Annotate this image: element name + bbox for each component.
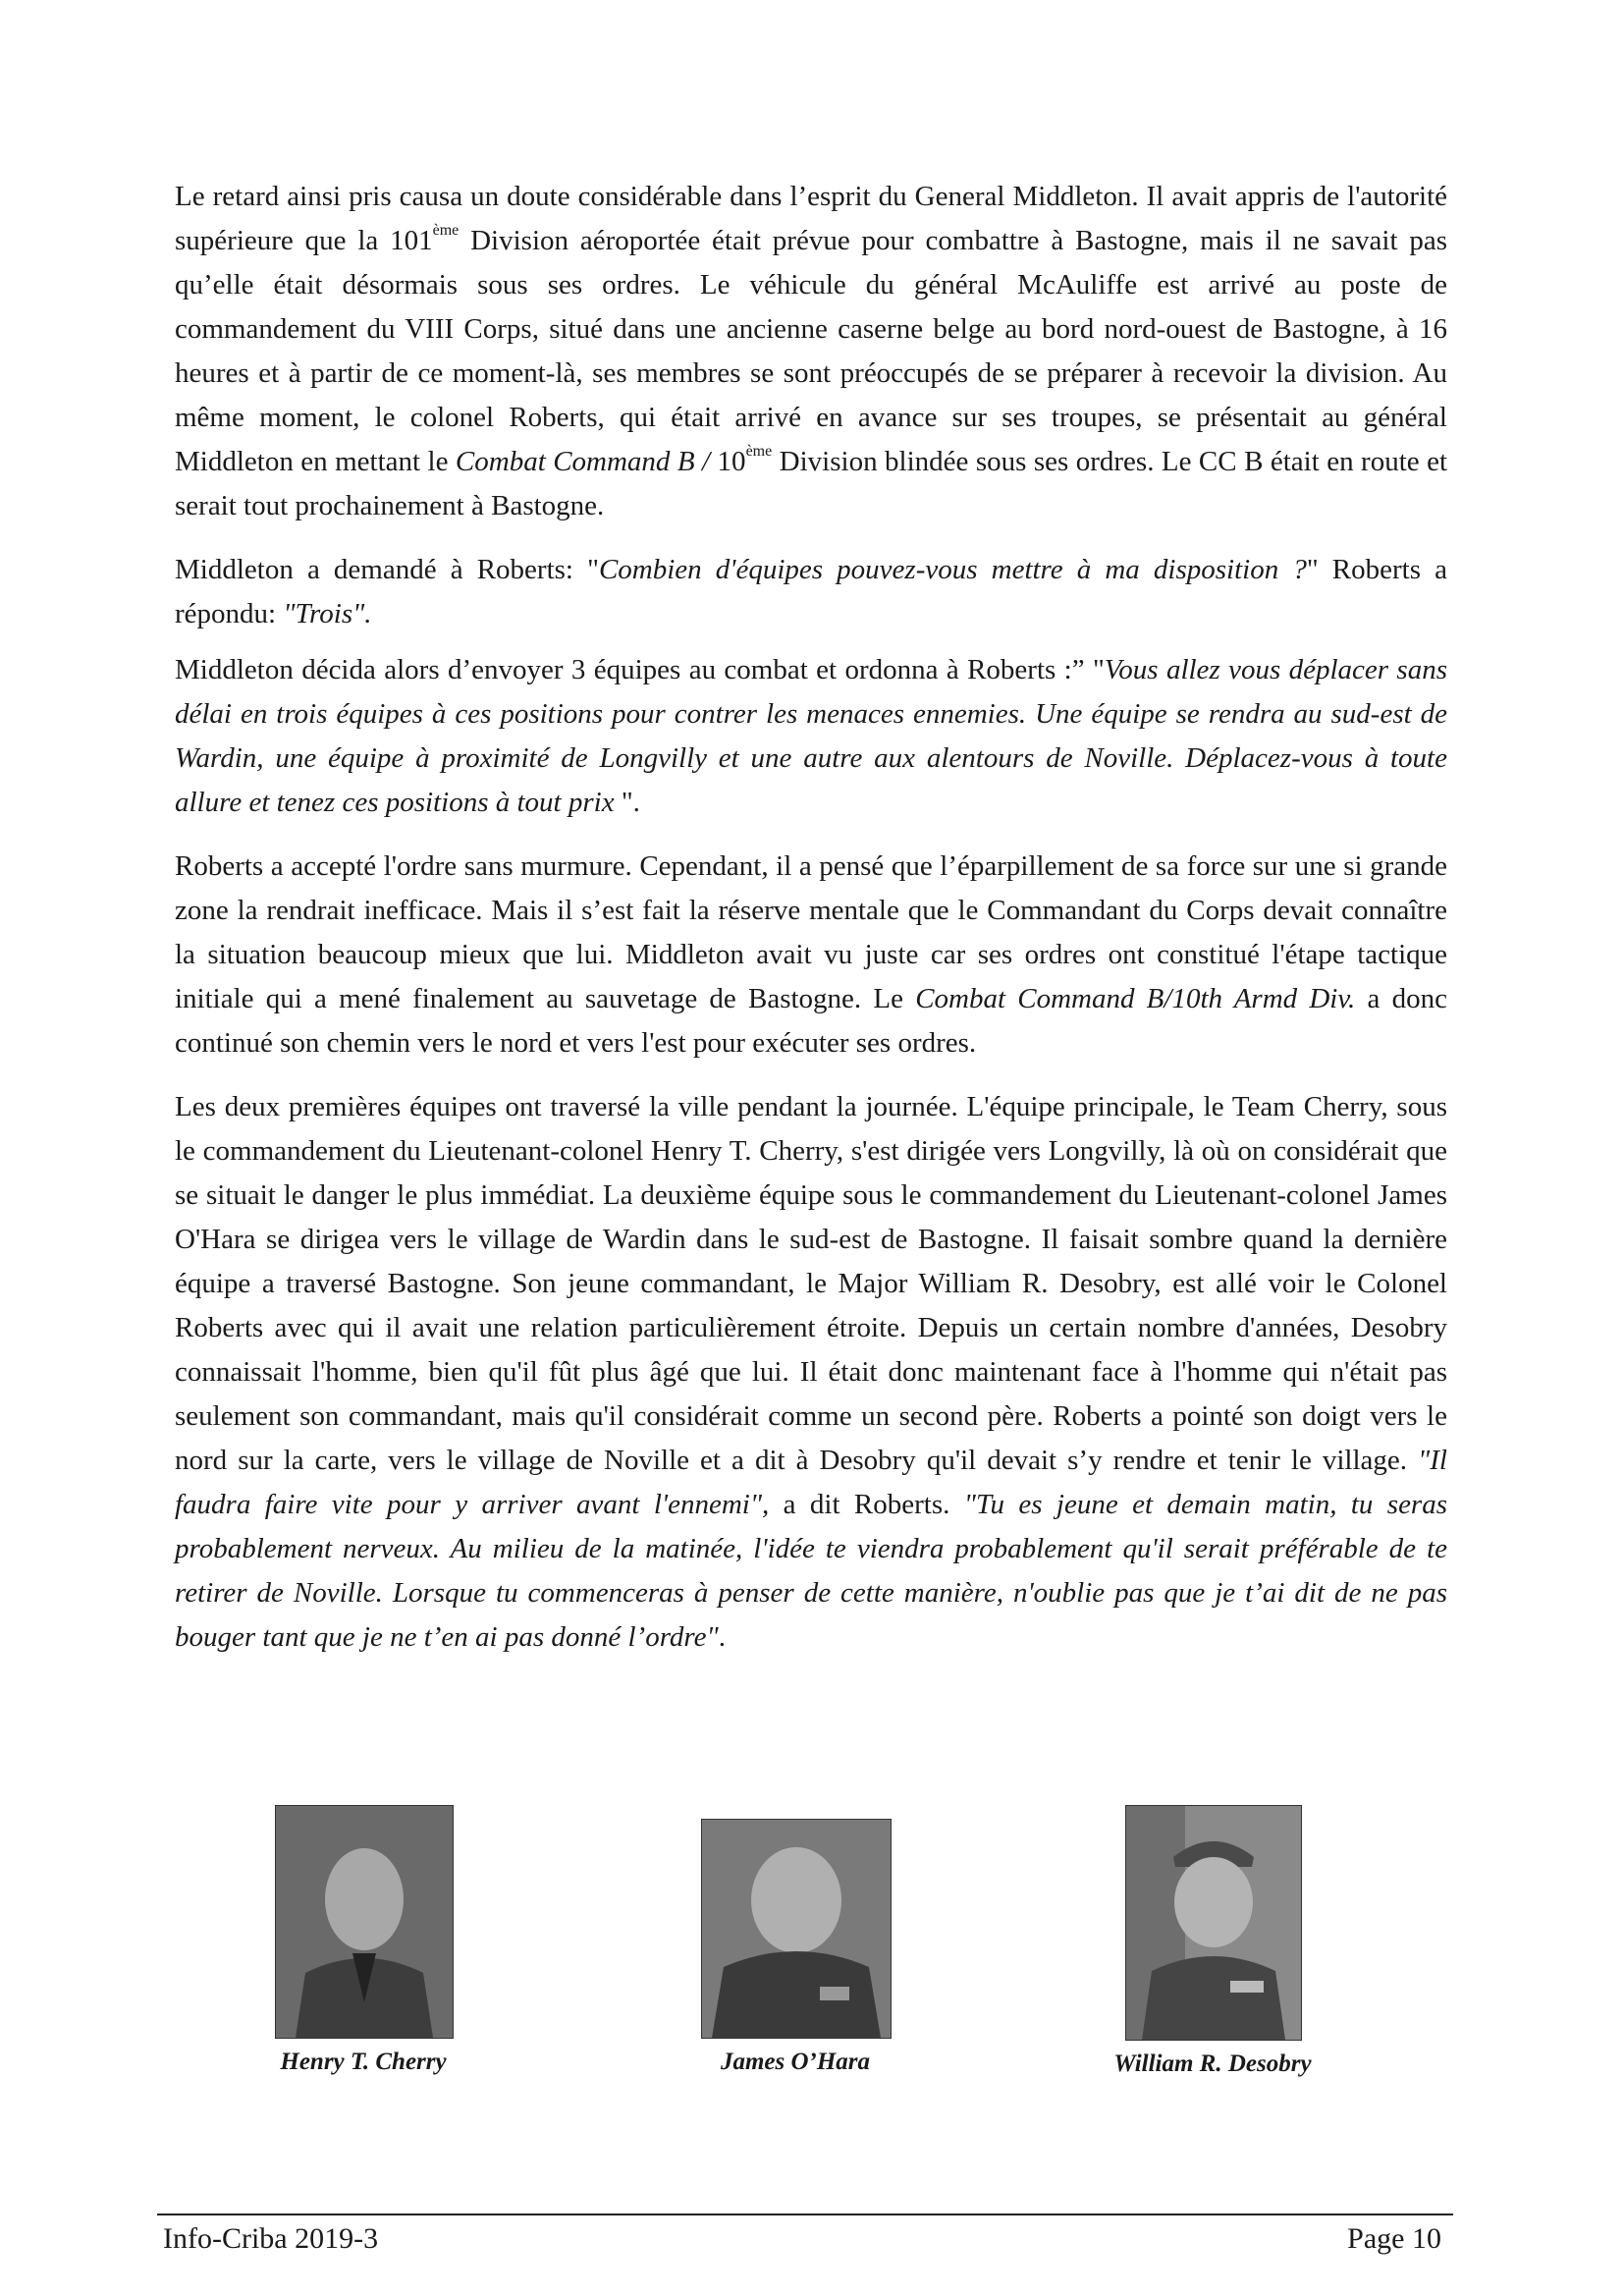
portrait-photo: [275, 1805, 454, 2039]
italic-run: Vous allez vous déplacer sans délai en trois équipes à ces positions pour contrer les menaces ennemies. Une équipe se rendra au sud-est de Wardin, une équipe à proximité de Longvilly et une autre aux alentours de Noville. Déplacez-vous à toute allure et tenez ces positions à tout prix: [175, 654, 1447, 818]
portrait-caption: James O’Hara: [720, 2049, 871, 2075]
portrait-gallery: [175, 1805, 1447, 2100]
portrait-card: [275, 1805, 452, 2076]
text-run: Middleton a demandé à Roberts: ": [175, 554, 599, 585]
italic-run: "Trois".: [283, 598, 372, 629]
portrait-image: [702, 1820, 891, 2038]
footer-divider: [157, 2214, 1453, 2215]
portrait-caption: William R. Desobry: [1113, 2050, 1312, 2077]
portrait-card: [1113, 1805, 1312, 2078]
page-number: Page 10: [1347, 2222, 1441, 2255]
paragraph-2: [175, 548, 1447, 636]
text-run: 10: [710, 446, 746, 477]
text-run: a dit Roberts.: [769, 1489, 964, 1520]
paragraph-1: [175, 175, 1447, 528]
text-run: Les deux premières équipes ont traversé la ville pendant la journée. L'équipe principale, le Team Cherry, sous le commandement du Lieutenant-colonel Henry T. Cherry, s'est dirigée vers Longvilly, là où on considérait que se situait le danger le plus immédiat. La deuxième équipe sous le commandement du Lieutenant-colonel James O'Hara se dirigea vers le village de Wardin dans le sud-est de Bastogne. Il faisait sombre quand la dernière équipe a traversé Bastogne. Son jeune commandant, le Major William R. Desobry, est allé voir le Colonel Roberts avec qui il avait une relation particulièrement étroite. Depuis un certain nombre d'années, Desobry connaissait l'homme, bien qu'il fût plus âgé que lui. Il était donc maintenant face à l'homme qui n'était pas seulement son commandant, mais qu'il considérait comme un second père. Roberts a pointé son doigt vers le nord sur la carte, vers le village de Noville et a dit à Desobry qu'il devait s’y rendre et tenir le village.: [175, 1091, 1447, 1476]
paragraph-3: [175, 648, 1447, 825]
portrait-photo: [701, 1819, 892, 2039]
superscript: ème: [432, 222, 460, 240]
italic-run: Combat Command B/10th Armd Div.: [915, 983, 1356, 1014]
superscript: ème: [745, 443, 773, 461]
footer-publication: Info-Criba 2019-3: [163, 2222, 379, 2255]
article-body: [175, 175, 1447, 1679]
paragraph-4: [175, 845, 1447, 1066]
portrait-image: [276, 1806, 453, 2038]
portrait-image: [1126, 1806, 1301, 2040]
text-run: Roberts a accepté l'ordre sans murmure. Cependant, il a pensé que l’éparpillement de sa force sur une si grande zone la rendrait inefficace. Mais il s’est fait la réserve mentale que le Commandant du Corps devait connaître la situation beaucoup mieux que lui. Middleton avait vu juste car ses ordres ont constitué l'étape tactique initiale qui a mené finalement au sauvetage de Bastogne. Le: [175, 850, 1447, 1014]
portrait-card: [701, 1819, 890, 2076]
text-run: a donc continué son chemin vers le nord et vers l'est pour exécuter ses ordres.: [175, 983, 1447, 1059]
text-run: Middleton décida alors d’envoyer 3 équipes au combat et ordonna à Roberts :” ": [175, 654, 1105, 685]
portrait-photo: [1125, 1805, 1302, 2041]
italic-run: Combat Command B /: [455, 446, 711, 477]
italic-run: "Il faudra faire vite pour y arriver avant l'ennemi",: [175, 1445, 1447, 1520]
text-run: " Roberts a répondu:: [175, 554, 1447, 629]
paragraph-5: [175, 1085, 1447, 1660]
text-run: Division aéroportée était prévue pour combattre à Bastogne, mais il ne savait pas qu’elle était désormais sous ses ordres. Le véhicule du général McAuliffe est arrivé au poste de commandement du VIII Corps, situé dans une ancienne caserne belge au bord nord-ouest de Bastogne, à 16 heures et à partir de ce moment-là, ses membres se sont préoccupés de se préparer à recevoir la division. Au même moment, le colonel Roberts, qui était arrivé en avance sur ses troupes, se présentait au général Middleton en mettant le: [175, 225, 1448, 477]
text-run: Le retard ainsi pris causa un doute considérable dans l’esprit du General Middleton. Il avait appris de l'autorité supérieure que la 101: [175, 181, 1447, 256]
italic-run: Combien d'équipes pouvez-vous mettre à ma disposition ?: [598, 554, 1307, 585]
text-run: Division blindée sous ses ordres. Le CC B était en route et serait tout prochainement à Bastogne.: [175, 446, 1448, 521]
text-run: .: [718, 1621, 726, 1653]
italic-run: "Tu es jeune et demain matin, tu seras probablement nerveux. Au milieu de la matinée, l'idée te viendra probablement qu'il serait préférable de te retirer de Noville. Lorsque tu commenceras à penser de cette manière, n'oublie pas que je t’ai dit de ne pas bouger tant que je ne t’en ai pas donné l’ordre": [175, 1489, 1448, 1653]
text-run: ".: [614, 787, 640, 818]
portrait-caption: Henry T. Cherry: [280, 2049, 447, 2075]
